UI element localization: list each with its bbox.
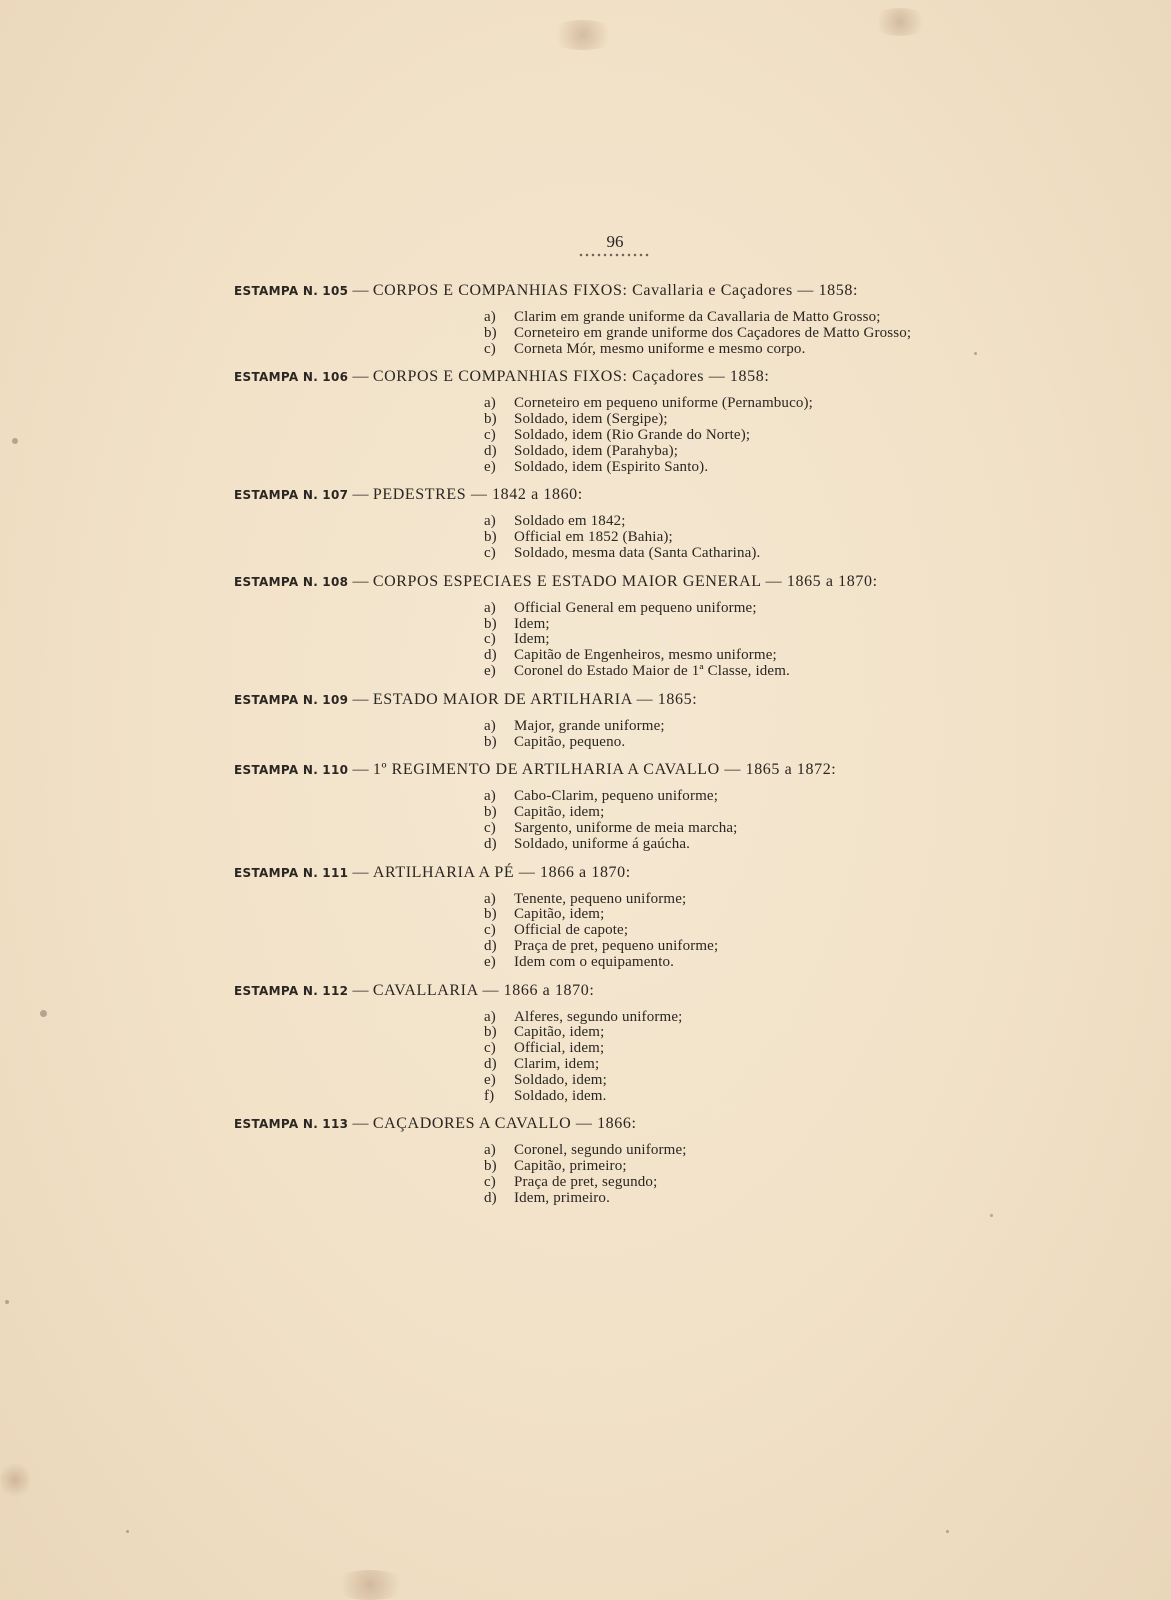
plate-title: ARTILHARIA A PÉ — 1866 a 1870: <box>372 863 631 881</box>
item-text: Official em 1852 (Bahia); <box>514 529 673 546</box>
plate-prefix: ESTAMPA N. <box>234 692 319 707</box>
item-letter: d) <box>484 835 497 852</box>
list-item <box>484 1191 1154 1207</box>
list-item <box>484 648 1154 664</box>
plate-number: 108 <box>322 574 349 589</box>
item-text: Soldado, idem (Sergipe); <box>514 411 668 428</box>
list-item <box>484 892 1154 908</box>
item-text: Tenente, pequeno uniforme; <box>514 890 687 907</box>
plate-number: 113 <box>322 1117 349 1132</box>
item-letter: c) <box>484 544 496 561</box>
item-text: Alferes, segundo uniforme; <box>514 1008 683 1025</box>
list-item <box>484 514 1154 530</box>
item-text: Soldado, idem (Parahyba); <box>514 442 679 459</box>
plate-prefix: ESTAMPA N. <box>234 865 319 880</box>
plate-entry <box>234 484 1154 561</box>
plate-entry <box>234 366 1154 475</box>
item-text: Capitão, idem; <box>514 1024 605 1041</box>
item-text: Soldado, idem; <box>514 1071 607 1088</box>
item-letter: a) <box>484 1008 496 1025</box>
list-item <box>484 1025 1154 1041</box>
list-item <box>484 1041 1154 1057</box>
plate-entry <box>234 280 1154 357</box>
item-text: Corneteiro em pequeno uniforme (Pernambuco); <box>514 395 814 412</box>
plate-heading <box>234 484 1154 506</box>
item-letter: a) <box>484 309 496 325</box>
item-letter: a) <box>484 395 496 412</box>
item-text: Idem; <box>514 631 550 648</box>
plate-list <box>234 280 1154 1215</box>
plate-prefix: ESTAMPA N. <box>234 488 319 503</box>
item-letter: b) <box>484 1024 497 1041</box>
list-item <box>484 617 1154 633</box>
item-letter: b) <box>484 1158 497 1175</box>
plate-title: ESTADO MAIOR DE ARTILHARIA — 1865: <box>372 690 698 708</box>
paper-stain <box>330 1570 410 1600</box>
list-item <box>484 342 1154 358</box>
plate-heading <box>234 1113 1154 1135</box>
paper-stain <box>870 8 930 36</box>
plate-heading <box>234 862 1154 884</box>
list-item <box>484 923 1154 939</box>
plate-title: CORPOS ESPECIAES E ESTADO MAIOR GENERAL — 1865 a 1870: <box>372 572 878 590</box>
paper-stain <box>548 20 618 50</box>
list-item <box>484 412 1154 428</box>
plate-title: 1º REGIMENTO DE ARTILHARIA A CAVALLO — 1865 a 1872: <box>372 761 837 779</box>
plate-entry <box>234 1113 1154 1206</box>
item-letter: d) <box>484 442 497 459</box>
plate-items <box>234 1010 1154 1105</box>
plate-dash: — <box>352 572 369 590</box>
item-letter: d) <box>484 647 497 664</box>
plate-items <box>234 789 1154 852</box>
item-letter: c) <box>484 1173 496 1190</box>
item-letter: e) <box>484 458 496 475</box>
list-item <box>484 1175 1154 1191</box>
plate-heading <box>234 980 1154 1002</box>
item-letter: e) <box>484 662 496 679</box>
plate-dash: — <box>352 1115 369 1133</box>
item-letter: c) <box>484 340 496 357</box>
item-text: Official de capote; <box>514 922 629 939</box>
plate-dash: — <box>352 368 369 386</box>
item-text: Corneteiro em grande uniforme dos Caçadores de Matto Grosso; <box>514 324 912 341</box>
plate-heading <box>234 689 1154 711</box>
plate-title: CAÇADORES A CAVALLO — 1866: <box>372 1115 637 1133</box>
plate-number: 112 <box>322 983 349 998</box>
item-letter: a) <box>484 1142 496 1159</box>
page-number: 96 <box>606 232 624 251</box>
plate-dash: — <box>352 981 369 999</box>
plate-number: 111 <box>322 865 349 880</box>
item-letter: d) <box>484 1189 497 1206</box>
item-text: Soldado, idem (Rio Grande do Norte); <box>514 426 751 443</box>
item-text: Capitão, idem; <box>514 804 605 821</box>
item-letter: b) <box>484 615 497 632</box>
list-item <box>484 530 1154 546</box>
paper-speck <box>5 1300 9 1304</box>
list-item <box>484 789 1154 805</box>
item-text: Clarim, idem; <box>514 1055 600 1072</box>
plate-prefix: ESTAMPA N. <box>234 983 319 998</box>
item-text: Soldado, idem. <box>514 1087 607 1104</box>
plate-items <box>234 892 1154 971</box>
list-item <box>484 805 1154 821</box>
plate-number: 110 <box>322 763 349 778</box>
item-text: Soldado em 1842; <box>514 513 626 530</box>
item-text: Official General em pequeno uniforme; <box>514 599 757 616</box>
item-text: Praça de pret, segundo; <box>514 1173 658 1190</box>
list-item <box>484 1089 1154 1105</box>
plate-heading <box>234 759 1154 781</box>
item-letter: d) <box>484 937 497 954</box>
plate-entry <box>234 862 1154 971</box>
item-letter: e) <box>484 953 496 970</box>
list-item <box>484 396 1154 412</box>
paper-speck <box>12 438 18 444</box>
list-item <box>484 1057 1154 1073</box>
plate-dash: — <box>352 486 369 504</box>
plate-number: 105 <box>322 284 349 298</box>
list-item <box>484 460 1154 476</box>
item-text: Idem com o equipamento. <box>514 953 675 970</box>
item-text: Clarim em grande uniforme da Cavallaria de Matto Grosso; <box>514 309 881 325</box>
item-text: Soldado, mesma data (Santa Catharina). <box>514 544 761 561</box>
item-letter: a) <box>484 890 496 907</box>
plate-entry <box>234 980 1154 1105</box>
list-item <box>484 1159 1154 1175</box>
plate-title: PEDESTRES — 1842 a 1860: <box>372 486 583 504</box>
plate-items <box>234 601 1154 680</box>
item-letter: b) <box>484 411 497 428</box>
plate-heading <box>234 366 1154 388</box>
plate-title: CORPOS E COMPANHIAS FIXOS: Caçadores — 1858: <box>372 368 770 386</box>
item-letter: a) <box>484 788 496 805</box>
item-letter: c) <box>484 922 496 939</box>
plate-prefix: ESTAMPA N. <box>234 763 319 778</box>
plate-number: 107 <box>322 488 349 503</box>
list-item <box>484 444 1154 460</box>
list-item <box>484 719 1154 735</box>
plate-items <box>234 1143 1154 1206</box>
item-letter: b) <box>484 804 497 821</box>
item-text: Capitão de Engenheiros, mesmo uniforme; <box>514 647 777 664</box>
plate-items <box>234 514 1154 561</box>
plate-items <box>234 719 1154 751</box>
plate-entry <box>234 689 1154 751</box>
paper-speck <box>40 1010 47 1017</box>
list-item <box>484 1010 1154 1026</box>
item-text: Coronel do Estado Maior de 1ª Classe, idem. <box>514 662 790 679</box>
list-item <box>484 735 1154 751</box>
item-letter: a) <box>484 513 496 530</box>
item-text: Praça de pret, pequeno uniforme; <box>514 937 719 954</box>
item-letter: c) <box>484 819 496 836</box>
page-number-ornament <box>578 252 650 257</box>
item-letter: b) <box>484 733 497 750</box>
plate-number: 106 <box>322 370 349 385</box>
item-text: Major, grande uniforme; <box>514 717 665 734</box>
plate-title: CAVALLARIA — 1866 a 1870: <box>372 981 595 999</box>
item-text: Corneta Mór, mesmo uniforme e mesmo corpo. <box>514 340 806 357</box>
list-item <box>484 939 1154 955</box>
item-text: Idem; <box>514 615 550 632</box>
item-text: Soldado, uniforme á gaúcha. <box>514 835 691 852</box>
plate-dash: — <box>352 282 369 299</box>
list-item <box>484 821 1154 837</box>
paper-speck <box>126 1530 129 1533</box>
item-text: Cabo-Clarim, pequeno uniforme; <box>514 788 719 805</box>
plate-number: 109 <box>322 692 349 707</box>
list-item <box>484 601 1154 617</box>
item-text: Capitão, primeiro; <box>514 1158 627 1175</box>
plate-prefix: ESTAMPA N. <box>234 284 319 298</box>
paper-speck <box>946 1530 949 1533</box>
plate-prefix: ESTAMPA N. <box>234 370 319 385</box>
plate-entry <box>234 759 1154 852</box>
list-item <box>484 428 1154 444</box>
list-item <box>484 955 1154 971</box>
paper-stain <box>0 1460 30 1500</box>
list-item <box>484 310 1154 326</box>
plate-dash: — <box>352 761 369 779</box>
item-letter: b) <box>484 529 497 546</box>
item-letter: d) <box>484 1055 497 1072</box>
plate-dash: — <box>352 863 369 881</box>
list-item <box>484 907 1154 923</box>
plate-heading <box>234 571 1154 593</box>
list-item <box>484 664 1154 680</box>
item-text: Soldado, idem (Espirito Santo). <box>514 458 709 475</box>
plate-title: CORPOS E COMPANHIAS FIXOS: Cavallaria e Caçadores — 1858: <box>372 282 859 299</box>
item-letter: a) <box>484 599 496 616</box>
plate-entry <box>234 571 1154 680</box>
plate-dash: — <box>352 690 369 708</box>
item-text: Official, idem; <box>514 1040 605 1057</box>
plate-items <box>234 310 1154 357</box>
plate-items <box>234 396 1154 475</box>
item-text: Sargento, uniforme de meia marcha; <box>514 819 738 836</box>
plate-heading <box>234 280 1154 302</box>
item-letter: b) <box>484 906 497 923</box>
item-letter: c) <box>484 631 496 648</box>
item-text: Coronel, segundo uniforme; <box>514 1142 687 1159</box>
item-letter: b) <box>484 324 497 341</box>
item-letter: f) <box>484 1087 495 1104</box>
plate-prefix: ESTAMPA N. <box>234 1117 319 1132</box>
item-letter: c) <box>484 426 496 443</box>
item-text: Idem, primeiro. <box>514 1189 610 1206</box>
item-letter: e) <box>484 1071 496 1088</box>
list-item <box>484 326 1154 342</box>
item-letter: c) <box>484 1040 496 1057</box>
item-text: Capitão, idem; <box>514 906 605 923</box>
item-text: Capitão, pequeno. <box>514 733 626 750</box>
list-item <box>484 632 1154 648</box>
plate-prefix: ESTAMPA N. <box>234 574 319 589</box>
item-letter: a) <box>484 717 496 734</box>
list-item <box>484 837 1154 853</box>
list-item <box>484 1073 1154 1089</box>
list-item <box>484 1143 1154 1159</box>
list-item <box>484 546 1154 562</box>
